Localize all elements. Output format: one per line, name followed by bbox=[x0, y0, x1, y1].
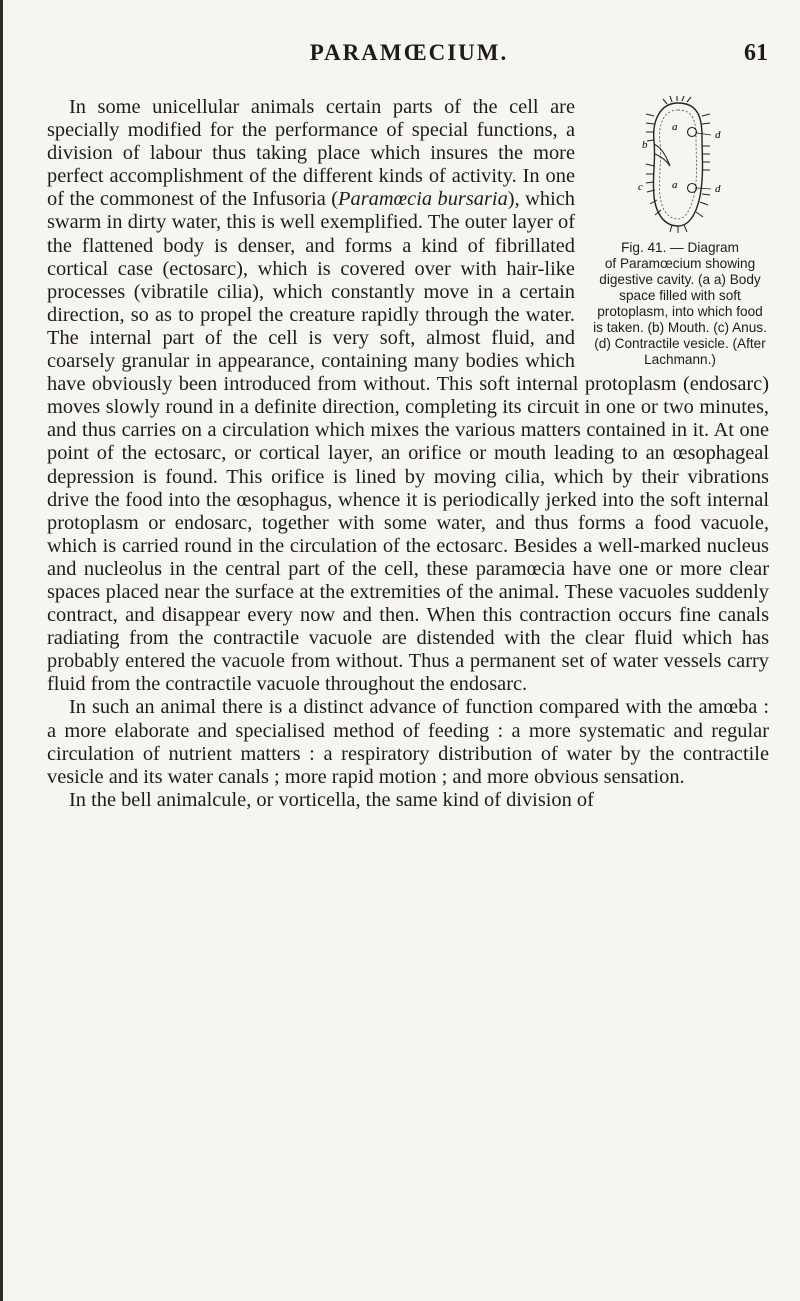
label-c: c bbox=[638, 181, 643, 193]
figure-caption-title: Fig. 41. — Diagram bbox=[621, 240, 739, 255]
paragraph-1-text-b: ), which swarm in dirty water, this is well exemplified. The outer layer of the flattened body is denser, and forms a kind of fibrillated cortical case (ectosarc), which is covered over with hair-like processes (vibratile cilia), which constantly move in a certain direction, so as to propel the creature rapidly through the water. The internal part of the cell is very soft, almost fluid, and coarsely granular in appearance, containing many bodies which have obviously been introduced from without. This soft internal protoplasm (endosarc) moves slowly round in a definite direction, completing its circuit in one or two minutes, and thus carries on a circulation which mixes the various matters contained in it. At one point of the ectosarc, or cortical layer, an orifice or mouth leading to an œsophageal depression is found. This orifice is lined by moving cilia, which by their vibrations drive the food into the œsophagus, whence it is periodically jerked into the soft internal protoplasm or endosarc, together with some water, and thus forms a food vacuole, which is carried round in the circulation of the ectosarc. Besides a well-marked nucleus and nucleolus in the central part of the cell, these paramœcia have one or more clear spaces placed near the surface at the extremities of the animal. These vacuoles suddenly contract, and disappear every now and then. When this contraction occurs fine canals radiating from the contractile vacuole are distended with the clear fluid which has probably entered the vacuole from without. Thus a permanent set of water vessels carry fluid from the contractile vacuole throughout the endosarc. bbox=[47, 188, 769, 696]
paragraph-1-italic: Paramœcia bursaria bbox=[338, 188, 508, 211]
page-number: 61 bbox=[744, 40, 768, 66]
mouth-oesophagus bbox=[654, 144, 670, 166]
endosarc-outline bbox=[659, 110, 696, 219]
label-a-lower: a bbox=[672, 179, 678, 191]
page-edge bbox=[0, 0, 3, 1301]
paramecium-body-outline bbox=[653, 103, 702, 226]
cilia-bottom bbox=[670, 225, 687, 233]
figure-caption-body: of Paramœcium showing digestive cavity. (a a) Body space filled with soft protoplasm, into which food is taken. (b) Mouth. (c) Anus. (d) Contractile vesicle. (After Lachmann.) bbox=[593, 256, 767, 367]
label-b: b bbox=[642, 139, 648, 151]
figure-caption bbox=[591, 240, 769, 368]
label-d-upper: d bbox=[715, 129, 721, 141]
paragraph-2: In such an animal there is a distinct advance of function compared with the amœba : a more elaborate and specialised method of feeding : a more systematic and regular circulation of nutrient matters : a respiratory distribution of water by the contractile vesicle and its water canals ; more rapid motion ; and more obvious sensation. bbox=[47, 696, 769, 788]
label-d-lower: d bbox=[715, 183, 721, 195]
page-body bbox=[47, 96, 769, 812]
contractile-vesicle-upper bbox=[688, 128, 697, 137]
paragraph-3: In the bell animalcule, or vorticella, the same kind of division of bbox=[69, 788, 594, 811]
page-header bbox=[50, 40, 768, 80]
paramecium-diagram bbox=[620, 96, 740, 236]
label-a-upper: a bbox=[672, 121, 678, 133]
paragraph-1-text-a: In some unicellular animals certain parts of the cell are specially modified for the performance of special functions, a division of labour thus taking place which insures the more perfect accomplishment of the different kinds of activity. In one of the commonest of the Infusoria ( bbox=[47, 96, 575, 211]
figure-41 bbox=[591, 96, 769, 368]
running-title: PARAMŒCIUM. bbox=[309, 40, 509, 65]
